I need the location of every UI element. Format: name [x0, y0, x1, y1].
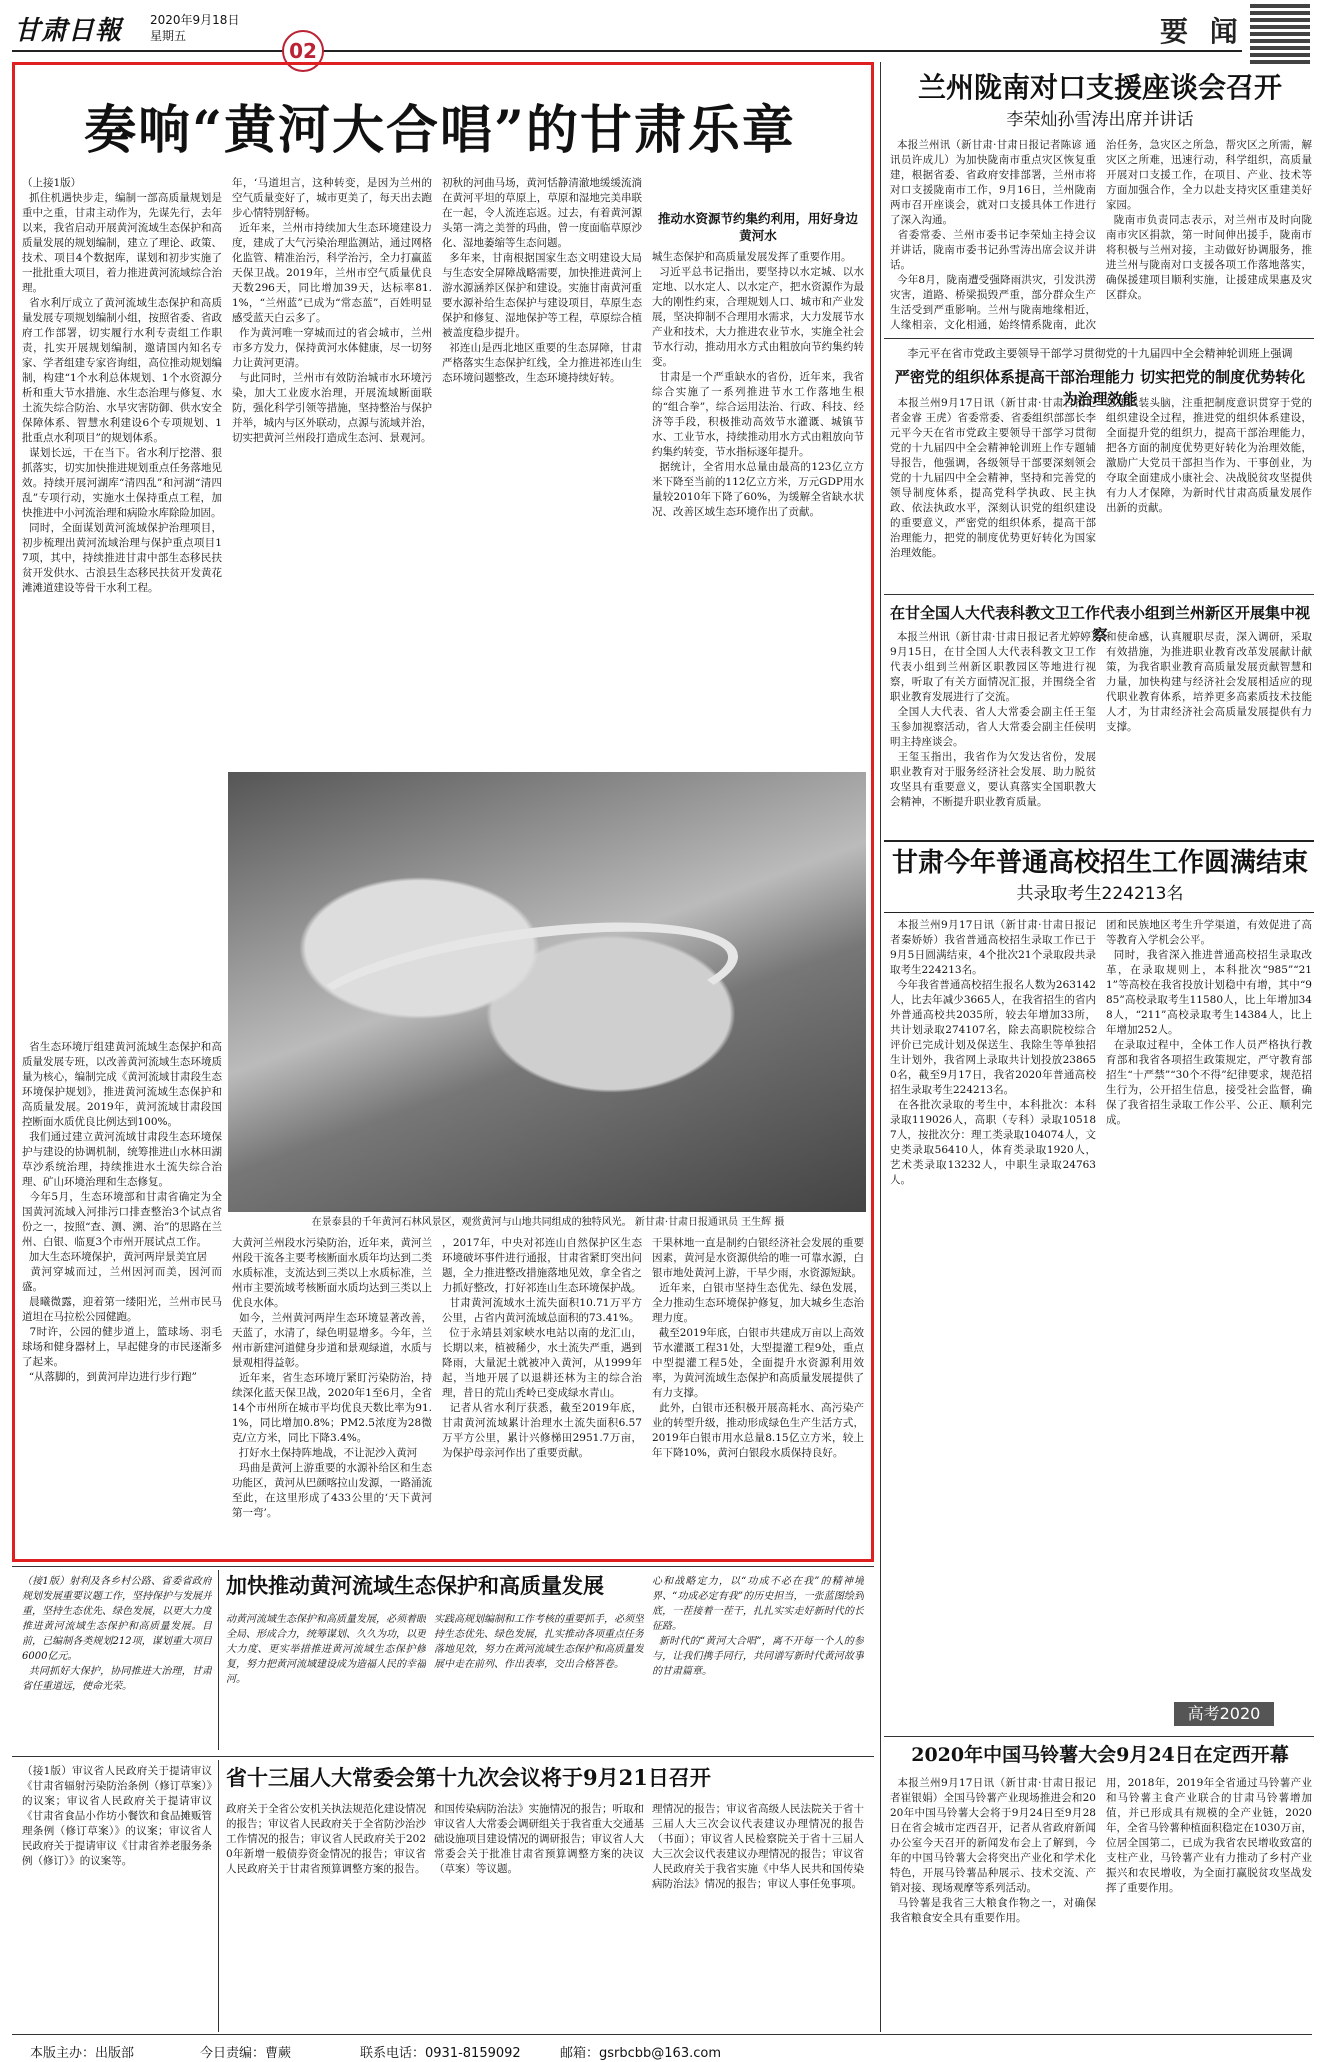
- main-headline: 奏响“黄河大合唱”的甘肃乐章: [84, 100, 796, 161]
- footer: [0, 2038, 1321, 2062]
- cadre-col-1: 本报兰州9月17日讯（新甘肃·甘肃日报记者金睿 王虎）省委常委、省委组织部部长李元平今天在省市党政主要领导干部学习贯彻党的十九届四中全会精神轮训班上作专题辅导报告，他强调，各级领导干部要深刻领会党的十九届四中全会精神，坚持和完善党的领导制度体系，提高党科学执政、民主执政、依法执政水平，深刻认识党的组织建设的重要意义，严密党的组织体系，提高干部治理能力，把党的制度优势更好转化为国家治理效能。: [890, 397, 1096, 559]
- newspaper-logo: 甘肃日報: [14, 16, 123, 46]
- admissions-col-2: 团和民族地区考生升学渠道，有效促进了高等教育入学机会公平。 同时，我省深入推进普通高校招生录取改革，在录取规则上，本科批次“985”“211”等高校在我省投放计划稳中有增，其中“985”高校录取考生11580人，比上年增加348人，“211”高校录取考生14384人，比上年增加252人。 在录取过程中，全体工作人员严格执行教育部和我省各项招生政策规定，严守教育部招生“十严禁”“30个不得”纪律要求，规范招生行为，公开招生信息，接受社会监督，确保了我省招生录取工作公平、公正、顺利完成。: [1106, 919, 1312, 1126]
- qr-code-icon: [1250, 4, 1310, 64]
- gaokao-badge: 高考2020: [1174, 1702, 1274, 1726]
- congress-left-col: （接1版）审议省人民政府关于提请审议《甘肃省辐射污染防治条例（修订草案）》的议案；审议省人民政府关于提请审议《甘肃省食品小作坊小餐饮和食品摊贩管理条例（修订草案）》的议案；审议省人民政府关于提请审议《甘肃省养老服务条例（修订）》的议案等。: [22, 1765, 212, 1867]
- congress-headline: 省十三届人大常委会第十九次会议将于9月21日召开: [226, 1765, 711, 1790]
- issue-weekday: 星期五: [150, 29, 187, 43]
- lanzhou-longnan-subtitle: 李荣灿孙雪涛出席并讲话: [1006, 110, 1194, 130]
- potato-col-1: 本报兰州9月17日讯（新甘肃·甘肃日报记者崔银娟）全国马铃薯产业现场推进会和2020年中国马铃薯大会将于9月24日至9月28日在省会城市定西召开，记者从省政府新闻办公室今天召开的新闻发布会上了解到，今年的中国马铃薯大会将突出产业化和学术化特色，开展马铃薯品种展示、技术交流、产销对接、现场观摩等系列活动。 马铃薯是我省三大粮食作物之一，对确保我省粮食安全具有重要作用。: [890, 1777, 1096, 1924]
- admissions-headline: 甘肃今年普通高校招生工作圆满结束: [891, 848, 1308, 878]
- bottom-col-4: 干果林地一直是制约白银经济社会发展的重要因素，黄河是水资源供给的唯一可靠水源，白银市地处黄河上游，干旱少雨，水资源短缺。 近年来，白银市坚持生态优先、绿色发展，全力推动生态环境保护修复，加大城乡生态治理力度。 截至2019年底，白银市共建成万亩以上高效节水灌溉工程31处，大型提灌工程9处，重点中型提灌工程5处，全面提升水资源利用效率，为黄河流域生态保护和高质量发展提供了有力支撑。 此外，白银市还积极开展高耗水、高污染产业的转型升级，推动形成绿色生产生活方式，2019年白银市用水总量8.15亿立方米，较上年下降10%，黄河白银段水质保持良好。: [652, 1237, 864, 1459]
- subhead-water-saving: 推动水资源节约集约利用，用好身边黄河水: [657, 211, 858, 243]
- bottom-col-3: ，2017年，中央对祁连山自然保护区生态环境破坏事件进行通报，甘肃省紧盯突出问题，全力推进整改措施落地见效，拿全省之力抓好整改，打好祁连山生态环境保护战。 甘肃黄河流域水土流失面积10.71万平方公里，占省内黄河流域总面积的73.41%。 位于永靖县刘家峡水电站以南的龙汇山，长期以来，植被稀少，水土流失严重，遇到降雨，大量泥土就被冲入黄河，从1999年起，当地开展了以退耕还林为主的综合治理，昔日的荒山秃岭已变成绿水青山。 记者从省水利厅获悉，截至2019年底，甘肃黄河流域累计治理水土流失面积6.57万平方公里，累计兴修梯田2951.7万亩，为保护母亲河作出了重要贡献。: [442, 1237, 642, 1459]
- congress-col-3: 理情况的报告；审议省高级人民法院关于省十三届人大三次会议代表建议办理情况的报告（书面）；审议省人民检察院关于省十三届人大三次会议代表建议办理情况的报告；审议省人民政府关于我省实施《中华人民共和国传染病防治法》情况的报告；审议人事任免事项。: [652, 1803, 864, 1890]
- divider: [12, 1756, 874, 1757]
- lanzhou-longnan-col-1: 本报兰州讯（新甘肃·甘肃日报记者陈谚 通讯员许成儿）为加快陇南市重点灾区恢复重建，根据省委、省政府安排部署，兰州市将对口支援陇南市工作，9月16日，兰州陇南两市召开座谈会，就对口支援具体工作进行了深入沟通。 省委常委、兰州市委书记李荣灿主持会议并讲话，陇南市委书记孙雪涛出席会议并讲话。 今年8月，陇南遭受强降雨洪灾，引发洪涝灾害，道路、桥梁损毁严重，部分群众生产生活受到严重影响。兰州与陇南地缘相近，人缘相亲，文化相通，始终情系陇南，此次: [890, 139, 1096, 330]
- reform-col-3: 心和战略定力，以“功成不必在我”的精神境界、“功成必定有我”的历史担当，一张蓝图绘到底，一茬接着一茬干，扎扎实实走好新时代的长征路。 新时代的“黄河大合唱”，离不开每一个人的参与，让我们携手同行，共同谱写新时代黄河故事的甘肃篇章。: [652, 1576, 864, 1677]
- congress-col-2: 和国传染病防治法》实施情况的报告；听取和审议省人大常委会调研组关于我省重大交通基础设施项目建设情况的调研报告；审议省人大常委会关于批准甘肃省预算调整方案的决议（草案）等议题。: [434, 1803, 644, 1875]
- main-col-3: 初秋的河曲马场，黄河恬静清澈地缓缓流淌在黄河平坦的草原上，草原和湿地完美串联在一起，令人流连忘返。过去，有着黄河源头第一湾之美誉的玛曲，曾一度面临草原沙化、湿地萎缩等生态问题。 多年来，甘南根据国家生态文明建设大局与生态安全屏障战略需要，加快推进黄河上游水源涵养区保护和建设。实施甘南黄河重要水源补给生态保护与建设项目，草原生态保护和修复、湿地保护等工程，草原综合植被盖度稳步提升。 祁连山是西北地区重要的生态屏障，甘肃严格落实生态保护红线，全力推进祁连山生态环境问题整改，生态环境持续好转。: [442, 177, 642, 384]
- npc-inspection-col-2: 和使命感，认真履职尽责，深入调研，采取有效措施，为推进职业教育改革发展献计献策，为我省职业教育高质量发展贡献智慧和力量，加快构建与经济社会发展相适应的现代职业教育体系，培养更多高素质技术技能人才，为甘肃经济社会高质量发展提供有力支撑。: [1106, 631, 1312, 733]
- main-col-2: 年，‘马道坦言，这种转变，是因为兰州的空气质量变好了，城市更美了，每天出去跑步心情特别舒畅。 近年来，兰州市持续加大生态环境建设力度，建成了大气污染治理监测站，通过网格化监管、精准治污，科学治污，全力打赢蓝天保卫战。2019年，兰州市空气质量优良天数296天，同比增加39天，达标率81.1%，“兰州蓝”已成为“常态蓝”，百姓明显感受蓝天白云多了。 作为黄河唯一穿城而过的省会城市，兰州市多方发力，保持黄河水体健康，尽一切努力让黄河更清。 与此同时，兰州市有效防治城市水环境污染，加大工业废水治理，开展流域断面联防，强化科学引领等措施，坚持整治与保护并举，城内与区外联动，点源与流域并治，切实把黄河兰州段打造成生态河、景观河。: [232, 177, 432, 444]
- bottom-col-2: 大黄河兰州段水污染防治，近年来，黄河兰州段干流各主要考核断面水质年均达到二类水质标准，支流达到三类以上水质标准，兰州市主要流域考核断面水质均达到三类以上优良水体。 如今，兰州黄河两岸生态环境显著改善，天蓝了，水清了，绿色明显增多。今年，兰州市新建河道健身步道和景观绿道，水质与景观相得益彰。 近年来，省生态环境厅紧盯污染防治，持续深化蓝天保卫战，2020年1至6月，全省14个市州所在城市平均优良天数比率为91.1%，同比增加0.8%；PM2.5浓度为28微克/立方米，同比下降3.4%。 打好水土保持阵地战，不让泥沙入黄河 玛曲是黄河上游重要的水源补给区和生态功能区，黄河从巴颜喀拉山发源，一路涌流至此，在这里形成了433公里的‘天下黄河第一弯’。: [232, 1237, 432, 1519]
- cadre-headline: 严密党的组织体系提高干部治理能力 切实把党的制度优势转化为治理效能: [894, 368, 1306, 408]
- divider: [880, 62, 881, 2032]
- npc-inspection-headline: 在甘全国人大代表科教文卫工作代表小组到兰州新区开展集中视察: [889, 604, 1310, 644]
- footer-rule: [12, 2034, 1312, 2035]
- page-number-badge: 02: [282, 30, 324, 72]
- section-title: 要 闻: [1160, 15, 1244, 48]
- photo-caption: 在景泰县的千年黄河石林风景区，观赏黄河与山地共同组成的独特风光。 新甘肃·甘肃日报通讯员 王生辉 摄: [311, 1217, 785, 1228]
- lanzhou-longnan-col-2: 治任务，急灾区之所急，帮灾区之所需，解灾区之所难，迅速行动，科学组织，高质量开展对口支援工作，在项目、产业、技术等方面加强合作，全力以赴支持灾区重建美好家园。 陇南市负责同志表示，对兰州市及时向陇南市灾区捐款，第一时间伸出援手，陇南市将积极与兰州对接，主动做好协调服务，推进兰州与陇南对口支援各项工作落地落实，确保援建项目顺利实施，让援建成果惠及灾区群众。: [1106, 139, 1312, 301]
- divider: [12, 1566, 874, 1567]
- main-col-1: （上接1版） 抓住机遇快步走，编制一部高质量规划是重中之重，甘肃主动作为，先谋先行，去年以来，我省启动开展黄河流域生态保护和高质量发展的规划编制，建立了理论、政策、技术、项目4个数据库，谋划和初步实施了一批批重大项目，着力推进黄河流域综合治理。 省水利厅成立了黄河流域生态保护和高质量发展专项规划编制小组，按照省委、省政府工作部署，切实履行水利专责组工作职责，扎实开展规划编制，邀请国内知名专家、学者组建专家咨询组，高位推动规划编制，构建“1个水利总体规划、1个水资源分析和重大节水措施、水生态治理与修复、水土流失综合防治、水旱灾害防御、供水安全保障体系、智慧水利建设6个专项规划、1批重点水利项目”的规划体系。 谋划长远，干在当下。省水利厅挖潜、狠抓落实，切实加快推进规划重点任务落地见效。持续开展河湖库“清四乱”和河湖“清四乱”专项行动，实施水土保持重点工程，加快推进中小河流治理和病险水库除险加固。 同时，全面谋划黄河流域保护治理项目，初步梳理出黄河流域治理与保护重点项目17项，其中，持续推进甘肃中部生态移民扶贫开发供水、古浪县生态移民扶贫开发黄花滩滩道建设等骨干水利工程。: [22, 177, 222, 594]
- footer-email: 邮箱：gsrbcbb@163.com: [560, 2046, 721, 2061]
- masthead-rule: [12, 50, 1242, 52]
- main-col-4: 城生态保护和高质量发展发挥了重要作用。 习近平总书记指出，要坚持以水定城、以水定地、以水定人、以水定产，把水资源作为最大的刚性约束，合理规划人口、城市和产业发展，坚决抑制不合理用水需求，大力发展节水产业和技术，大力推进农业节水，实施全社会节水行动，推动用水方式由粗放向节约集约转变。 甘肃是一个严重缺水的省份，近年来，我省综合实施了一系列推进节水工作落地生根的“组合拳”，综合运用法治、行政、科技、经济等手段，积极推动高效节水灌溉、城镇节水、工业节水，持续推动用水方式由粗放向节约集约转变，节水指标逐年提升。 据统计，全省用水总量由最高的123亿立方米下降至当前的112亿立方米，万元GDP用水量较2010年下降了60%，为缓解全省缺水状况、改善区域生态环境作出了贡献。: [652, 251, 864, 518]
- cadre-col-2: 思想武装头脑，注重把制度意识贯穿于党的组织建设全过程，推进党的组织体系建设，全面提升党的组织力，提高干部治理能力，把各方面的制度优势更好转化为治理效能，激励广大党员干部担当作为、干事创业，为夺取全面建成小康社会、决战脱贫攻坚提供有力人才保障，为新时代甘肃高质量发展作出新的贡献。: [1106, 397, 1312, 514]
- admissions-subtitle: 共录取考生224213名: [1016, 884, 1184, 904]
- divider: [884, 338, 1314, 339]
- reform-left-col: （接1版）射利及各乡村公路、省委省政府规划发展重要议题工作，坚持保护与发展并重，坚持生态优先、绿色发展，以更大力度推进黄河流域生态保护和高质量发展。目前，已编制各类规划212项，谋划重大项目6000亿元。 共同抓好大保护，协同推进大治理，甘肃省任重道远，使命光荣。: [22, 1576, 212, 1692]
- cadre-kicker: 李元平在省市党政主要领导干部学习贯彻党的十九届四中全会精神轮训班上强调: [907, 347, 1293, 360]
- footer-phone: 联系电话：0931-8159092: [360, 2046, 521, 2061]
- footer-editor: 本版主办：出版部: [30, 2046, 135, 2061]
- footer-duty-editor: 今日责编：曹蕨: [200, 2046, 292, 2061]
- masthead: [0, 0, 1321, 56]
- congress-col-1: 政府关于全省公安机关执法规范化建设情况的报告；审议省人民政府关于全省防沙治沙工作情况的报告；审议省人民政府关于2020年新增一般债券资金情况的报告；审议省人民政府关于甘肃省预算调整方案的报告。: [226, 1803, 426, 1875]
- divider: [218, 1760, 219, 2032]
- issue-date: 2020年9月18日: [150, 13, 240, 27]
- divider: [218, 1570, 219, 1750]
- lanzhou-longnan-headline: 兰州陇南对口支援座谈会召开: [917, 71, 1282, 104]
- divider: [884, 594, 1314, 595]
- reform-col-1: 动黄河流域生态保护和高质量发展，必须着眼全局、形成合力，统筹谋划、久久为功，以更大力度、更实举措推进黄河流域生态保护修复，努力把黄河流域建设成为造福人民的幸福河。: [226, 1614, 426, 1685]
- reform-headline: 加快推动黄河流域生态保护和高质量发展: [226, 1573, 604, 1598]
- potato-headline: 2020年中国马铃薯大会9月24日在定西开幕: [911, 1744, 1289, 1766]
- admissions-col-1: 本报兰州9月17日讯（新甘肃·甘肃日报记者秦娇娇）我省普通高校招生录取工作已于9月5日圆满结束，4个批次21个录取段共录取考生224213名。 今年我省普通高校招生报名人数为263142人，比去年减少3665人，在我省招生的省内外普通高校共2035所，较去年增加33所，共计划录取274107名，除去高职院校综合评价已完成计划及保送生、我除生等单独招生计划外，我省网上录取共计划投放238650名，截至9月17日，我省2020年普通高校招生录取考生224213名。 在各批次录取的考生中，本科批次：本科录取119026人，高职（专科）录取105187人，按批次分：理工类录取104074人，文史类录取56410人，体育类录取1920人，艺术类录取13232人，中职生录取24763人。: [890, 919, 1096, 1186]
- potato-col-2: 用，2018年，2019年全省通过马铃薯产业和马铃薯主食产业联合的甘肃马铃薯增加值，并已形成具有规模的全产业链，2020年，全省马铃薯种植面积稳定在1030万亩，位居全国第二，已成为我省农民增收致富的支柱产业，马铃薯产业有力推动了乡村产业振兴和农民增收，为全面打赢脱贫攻坚战发挥了重要作用。: [1106, 1777, 1312, 1894]
- divider: [884, 1736, 1314, 1737]
- npc-inspection-col-1: 本报兰州讯（新甘肃·甘肃日报记者尤婷婷）9月15日，在甘全国人大代表科教文卫工作代表小组到兰州新区职教园区等地进行视察，听取了有关方面情况汇报，并围绕全省职业教育发展进行了交流。 全国人大代表、省人大常委会副主任王玺玉参加视察活动，省人大常委会副主任侯明明主持座谈会。 王玺玉指出，我省作为欠发达省份，发展职业教育对于服务经济社会发展、助力脱贫攻坚具有重要意义，要认真落实全国职教大会精神，不断提升职业教育质量。: [890, 631, 1096, 808]
- issue-date-block: [150, 12, 239, 44]
- main-col-1-lower: 省生态环境厅组建黄河流域生态保护和高质量发展专班，以改善黄河流域生态环境质量为核心，编制完成《黄河流域甘肃段生态环境保护规划》，推进黄河流域生态保护和高质量发展。2019年，黄河流域甘肃段国控断面水质优良比例达到100%。 我们通过建立黄河流域甘肃段生态环境保护与建设的协调机制，统筹推进山水林田湖草沙系统治理，持续推进水土流失综合治理、矿山环境治理和生态修复。 今年5月，生态环境部和甘肃省确定为全国黄河流域入河排污口排查整治3个试点省份之一，按照“查、测、溯、治”的思路在兰州、白银、临夏3个市州开展试点工作。 加大生态环境保护，黄河两岸景美宜居 黄河穿城而过，兰州因河而美，因河而盛。 晨曦微露，迎着第一缕阳光，兰州市民马道坦在马拉松公园健跑。 7时许，公园的健步道上，篮球场、羽毛球场和健身器材上，早起健身的市民逐渐多了起来。 “从落脚的，到黄河岸边进行步行跑”: [22, 1040, 222, 1546]
- reform-col-2: 实践高规划编制和工作考核的重要抓手，必须坚持生态优先、绿色发展，扎实推动各项重点任务落地见效，努力在黄河流域生态保护和高质量发展中走在前列、作出表率，交出合格答卷。: [434, 1614, 644, 1670]
